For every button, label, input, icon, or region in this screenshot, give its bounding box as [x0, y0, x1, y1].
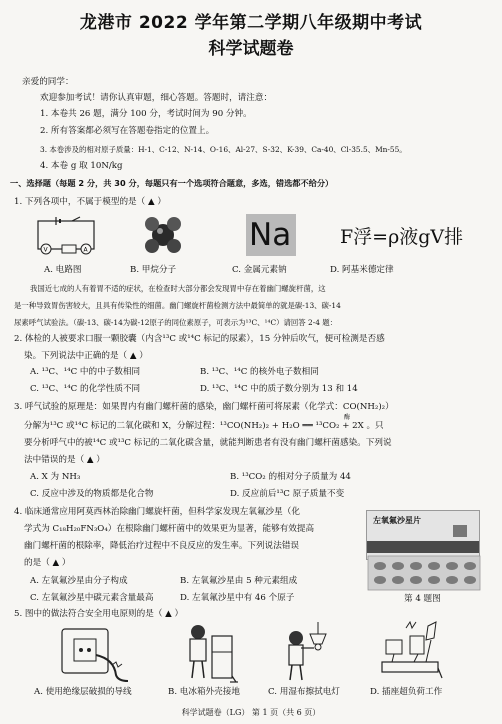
note-4: 4. 本卷 g 取 10N/kg — [40, 161, 123, 171]
methane-molecule-model — [142, 214, 184, 256]
q3-option-a: A. X 为 NH₃ — [30, 472, 81, 482]
q2-option-a: A. ¹³C、¹⁴C 中的中子数相同 — [30, 367, 141, 377]
q4-line-3: 幽门螺杆菌的根除率，降低治疗过程中不良反应的发生率。下列说法错误 — [24, 541, 300, 551]
q2-option-b: B. ¹³C、¹⁴C 的核外电子数相同 — [200, 367, 319, 377]
q3-option-b: B. ¹³CO₂ 的相对分子质量为 44 — [230, 472, 351, 482]
greeting: 亲爱的同学： — [22, 77, 74, 87]
wet-cloth-lamp-illustration — [274, 622, 336, 684]
fridge-grounded-illustration — [176, 622, 238, 684]
note-3: 3. 本卷涉及的相对原子质量：H-1、C-12、N-14、O-16、Al-27、S-32、K-39、Ca-40、Cl-35.5、Mn-55。 — [40, 145, 407, 154]
q1-stem: 1. 下列各项中，不属于模型的是（ ▲ ） — [14, 197, 166, 207]
intro-text: 欢迎参加考试！请你认真审题，细心答题。答题时，请注意： — [40, 93, 273, 103]
q3-option-d: D. 反应前后¹³C 原子质量不变 — [230, 489, 345, 499]
sodium-symbol-box — [246, 214, 296, 256]
q5-option-c: C. 用湿布擦拭电灯 — [268, 687, 340, 697]
q4-option-a: A. 左氧氟沙星由分子构成 — [30, 576, 128, 586]
exam-subtitle: 科学试题卷 — [208, 39, 294, 59]
passage-line-2: 是一种导致胃伤害较大，且具有传染性的细菌。幽门螺旋杆菌检测方法中最简单的就是碳-13、碳-14 — [14, 301, 341, 310]
note-2: 2. 所有答案都必须写在答题卷指定的位置上。 — [40, 126, 215, 136]
overloaded-socket-illustration — [376, 618, 444, 684]
q4-option-b: B. 左氧氟沙星由 5 种元素组成 — [180, 576, 298, 586]
q1-option-d: D. 阿基米德定律 — [330, 265, 394, 275]
q1-option-a: A. 电路图 — [44, 265, 82, 275]
q4-option-c: C. 左氧氟沙星中碳元素含量最高 — [30, 593, 154, 603]
q5-stem: 5. 图中的做法符合安全用电原则的是（ ▲ ） — [14, 609, 184, 619]
q3-enzyme-label: 酶 — [344, 414, 351, 421]
q4-option-d: D. 左氧氟沙星中有 46 个原子 — [180, 593, 295, 603]
q3-stem-3: 要分析呼气中的被¹⁴C 或¹³C 标记的二氧化碳含量，就能判断患者有没有幽门螺杆菌感染。下列说 — [24, 438, 392, 448]
q2-option-d: D. ¹³C、¹⁴C 中的质子数分别为 13 和 14 — [200, 384, 358, 394]
q2-stem-1: 2. 体检的人被要求口服一颗胶囊（内含¹³C 或¹⁴C 标记的尿素），15 分钟后吹气，便可检测是否感 — [14, 334, 385, 344]
q2-stem-2: 染。下列说法中正确的是（ ▲ ） — [24, 351, 148, 361]
q3-stem-1: 3. 呼气试验的原理是：如果胃内有幽门螺杆菌的感染，幽门螺杆菌可将尿素（化学式：CO(NH₂)₂） — [14, 402, 394, 412]
q5-option-b: B. 电冰箱外壳接地 — [168, 687, 240, 697]
circuit-diagram — [32, 216, 100, 256]
q4-line-4: 的是（ ▲ ） — [24, 558, 71, 568]
q4-figure-caption: 第 4 题图 — [404, 594, 441, 604]
sodium-symbol: Na — [249, 217, 292, 253]
medicine-box-stripe — [367, 541, 479, 553]
q2-option-c: C. ¹³C、¹⁴C 的化学性质不同 — [30, 384, 141, 394]
passage-line-3: 尿素呼气试验法。（碳-13、碳-14为碳-12原子的同位素原子，可表示为¹³C、¹⁴C）请回答 2-4 题： — [14, 318, 338, 327]
note-1: 1. 本卷共 26 题，满分 100 分，考试时间为 90 分钟。 — [40, 109, 252, 119]
section-heading: 一、选择题（每题 2 分，共 30 分，每题只有一个选项符合题意，多选，错选都不给分） — [10, 178, 334, 188]
q3-option-c: C. 反应中涉及的物质都是化合物 — [30, 489, 154, 499]
damaged-wire-illustration — [56, 625, 132, 683]
q5-option-a: A. 使用绝缘层破损的导线 — [34, 687, 132, 697]
medicine-box-mark — [453, 525, 467, 537]
svg-text:V: V — [43, 246, 48, 254]
medicine-box — [366, 510, 480, 560]
q5-option-d: D. 插座超负荷工作 — [370, 687, 443, 697]
q3-stem-2: 分解为¹³C 或¹⁴C 标记的二氧化碳和 X，分解过程：¹³CO(NH₂)₂ + H₂O ══ ¹³CO₂ + 2X 。只 — [24, 421, 384, 431]
q4-line-1: 4. 临床通常应用阿莫西林治除幽门螺旋杆菌，但科学家发现左氧氟沙星（化 — [14, 507, 300, 517]
page-footer: 科学试题卷（LG） 第 1 页（共 6 页） — [181, 708, 321, 717]
blister-pack — [368, 556, 480, 590]
q1-option-b: B. 甲烷分子 — [130, 265, 177, 275]
passage-line-1: 我国近七成的人有着胃不适的症状，在检查时大部分都会发现胃中存在着幽门螺旋杆菌，这 — [30, 284, 326, 293]
buoyancy-formula: F浮=ρ液gV排 — [340, 226, 464, 248]
svg-text:A: A — [83, 246, 88, 254]
exam-title: 龙港市 2022 学年第二学期八年级期中考试 — [79, 13, 423, 33]
q3-stem-4: 法中错误的是（ ▲ ） — [24, 455, 105, 465]
q1-option-c: C. 金属元素钠 — [232, 265, 287, 275]
medicine-box-label: 左氧氟沙星片 — [373, 516, 421, 525]
q4-line-2: 学式为 C₁₈H₂₀FN₃O₄）在根除幽门螺杆菌中的效果更为显著，能够有效提高 — [24, 524, 315, 534]
